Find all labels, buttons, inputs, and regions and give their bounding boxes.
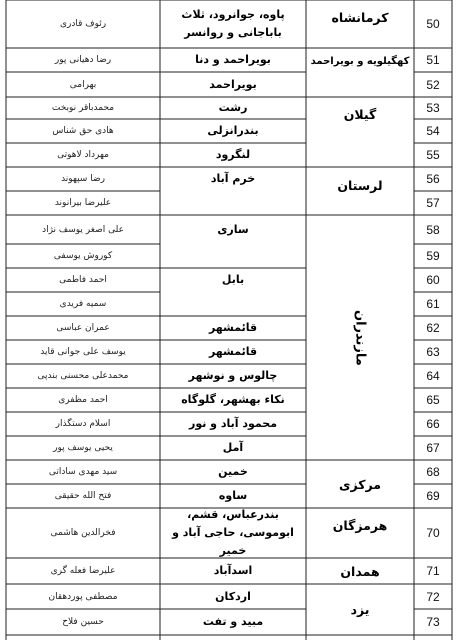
row-number: 71 — [426, 564, 440, 578]
candidate-name: یوسف علی جوانی قاید — [40, 347, 126, 357]
row-number: 53 — [426, 101, 440, 115]
candidate-name: بهرامی — [69, 79, 97, 90]
province-name: مرکزی — [338, 476, 382, 492]
province-name: همدان — [340, 563, 380, 579]
row-number: 61 — [426, 297, 440, 311]
candidate-name: علیرضا بیرانوند — [54, 198, 112, 208]
row-number: 60 — [426, 273, 440, 287]
row-number: 56 — [426, 172, 440, 186]
row-number: 66 — [426, 417, 440, 431]
row-number: 58 — [426, 222, 440, 237]
constituency-name: خرم آباد — [210, 172, 256, 185]
row-number: 55 — [426, 148, 440, 162]
constituency-name: لنگرود — [215, 148, 251, 161]
candidate-name: کوروش یوسفی — [53, 251, 113, 261]
row-number: 67 — [426, 441, 440, 455]
candidate-name: مهرداد لاهوتی — [57, 150, 109, 160]
province-name: کرمانشاه — [331, 9, 389, 25]
candidate-name: عمران عباسی — [56, 323, 110, 333]
row-number: 51 — [426, 53, 440, 67]
constituency-name: پاوه، جوانرود، ثلاث باباجانی و روانسر — [181, 8, 285, 39]
province-name: کهگیلویه و بویراحمد — [310, 55, 410, 67]
constituency-name: خمین — [218, 465, 248, 478]
constituency-name: بویراحمد — [209, 77, 257, 91]
candidate-name: محمدعلی محسنی بندپی — [37, 371, 129, 381]
candidate-name: علی اصغر یوسف نژاد — [42, 224, 124, 235]
constituency-name: اسدآباد — [213, 564, 253, 577]
constituency-name: نکاء بهشهر، گلوگاه — [181, 393, 285, 406]
candidate-name: فتح الله حقیقی — [54, 491, 112, 501]
candidate-name: محمدباقر نوبخت — [51, 103, 115, 113]
row-number: 54 — [426, 124, 440, 138]
row-number: 52 — [426, 77, 440, 92]
province-name: یزد — [350, 602, 370, 617]
row-number: 69 — [426, 489, 440, 503]
candidate-name: احمد مظفری — [58, 395, 108, 405]
row-number: 72 — [426, 589, 440, 604]
candidate-name: احمد فاطمی — [59, 275, 107, 285]
candidate-name: علیرضا فعله گری — [50, 566, 116, 576]
candidate-name: رضا دهیانی پور — [54, 55, 112, 65]
candidate-name: اسلام دستگذار — [55, 419, 111, 429]
candidate-name: هادی حق شناس — [52, 126, 114, 136]
row-number: 73 — [426, 615, 440, 629]
province-name: مازندران — [352, 309, 368, 366]
constituency-name: رشت — [218, 101, 248, 114]
row-number: 62 — [426, 321, 440, 335]
constituency-name: محمود آباد و نور — [188, 417, 278, 430]
constituency-name: بویراحمد و دنا — [195, 53, 271, 66]
candidate-name: رضا سپهوند — [61, 174, 105, 184]
province-name: گیلان — [343, 106, 377, 122]
constituency-name: ساری — [217, 222, 249, 236]
candidate-name: سید مهدی ساداتی — [48, 467, 118, 477]
row-number: 63 — [426, 345, 440, 359]
candidate-name: سمیه فریدی — [59, 299, 107, 309]
row-number: 57 — [426, 196, 440, 210]
province-name: لرستان — [337, 177, 383, 193]
row-number: 70 — [426, 526, 440, 540]
constituency-name: بندرانزلی — [207, 124, 259, 137]
candidate-name: رئوف قادری — [59, 19, 107, 29]
candidate-name: یحیی یوسف پور — [53, 443, 113, 453]
constituency-name: اردکان — [215, 589, 251, 603]
constituency-name: آمل — [222, 441, 244, 454]
constituency-name: مبید و تفت — [202, 615, 264, 628]
candidate-name: فخرالدین هاشمی — [50, 528, 116, 538]
province-name: هرمزگان — [332, 517, 388, 533]
candidate-name: مصطفی پوردهقان — [48, 591, 118, 602]
constituency-name: بندرعباس، قشم، ابوموسی، حاجی آباد و خمیر — [172, 508, 294, 557]
row-number: 68 — [426, 465, 440, 479]
row-number: 50 — [426, 17, 440, 31]
constituency-name: چالوس و نوشهر — [188, 369, 278, 382]
row-number: 59 — [426, 249, 440, 263]
constituency-name: قائمشهر — [208, 321, 258, 334]
candidate-name: حسین فلاح — [62, 617, 104, 627]
constituency-name: بابل — [221, 273, 245, 286]
row-number: 64 — [426, 369, 440, 383]
constituency-name: ساوه — [218, 489, 248, 502]
row-number: 65 — [426, 393, 440, 407]
constituency-name: قائمشهر — [208, 345, 258, 358]
